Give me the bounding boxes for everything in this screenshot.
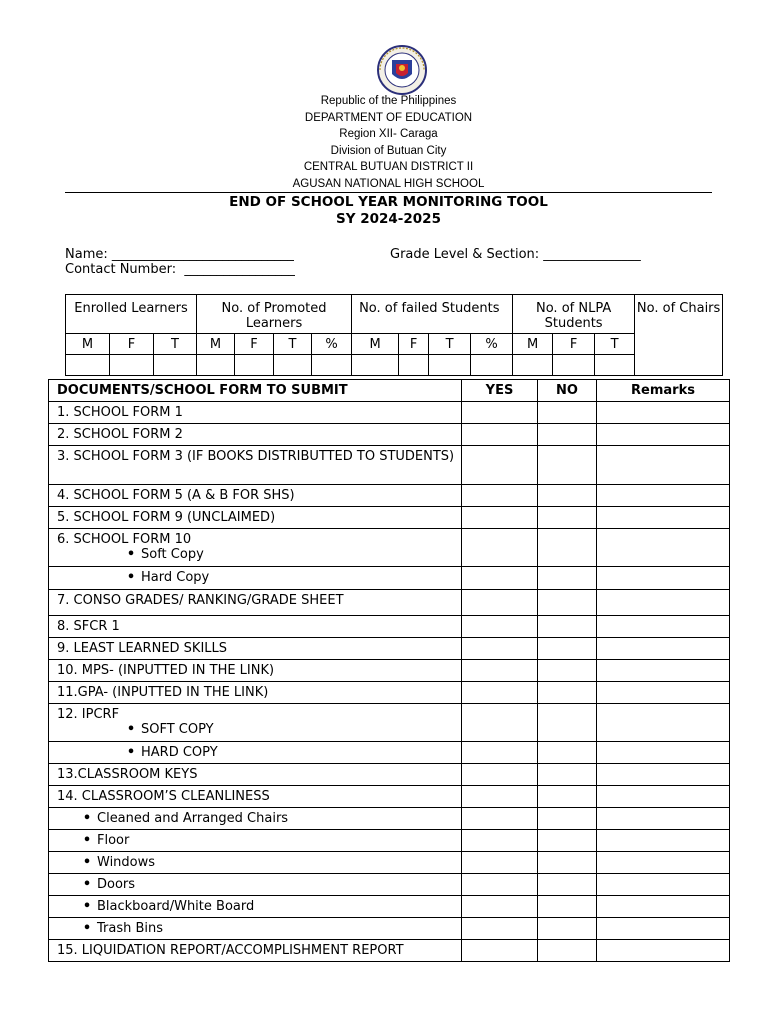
table-row xyxy=(49,764,730,786)
entry-cell[interactable] xyxy=(595,355,635,376)
remarks-cell[interactable] xyxy=(597,682,730,704)
yes-cell[interactable] xyxy=(462,638,538,660)
yes-cell[interactable] xyxy=(462,852,538,874)
document-title xyxy=(0,194,768,228)
no-cell[interactable] xyxy=(538,402,597,424)
no-cell[interactable] xyxy=(538,638,597,660)
no-cell[interactable] xyxy=(538,764,597,786)
entry-cell[interactable] xyxy=(197,355,235,376)
bullet-icon: • xyxy=(126,722,136,737)
table-row xyxy=(49,704,730,742)
col-remarks: Remarks xyxy=(597,380,730,402)
item-label xyxy=(49,704,462,742)
learner-summary-table xyxy=(65,294,723,376)
title-line-2: SY 2024-2025 xyxy=(336,211,441,227)
contact-number-field[interactable]: Contact Number: _________________ xyxy=(65,262,295,277)
remarks-cell[interactable] xyxy=(597,704,730,742)
item-label xyxy=(49,529,462,567)
failed-header: No. of failed Students xyxy=(352,295,513,334)
table-row xyxy=(49,567,730,590)
item-label xyxy=(49,808,462,830)
failed-t: T xyxy=(429,334,471,355)
yes-cell[interactable] xyxy=(462,764,538,786)
table-row xyxy=(49,682,730,704)
no-cell[interactable] xyxy=(538,660,597,682)
item-label: 4. SCHOOL FORM 5 (A & B FOR SHS) xyxy=(49,485,462,507)
yes-cell[interactable] xyxy=(462,940,538,962)
no-cell[interactable] xyxy=(538,808,597,830)
no-cell[interactable] xyxy=(538,940,597,962)
table-row xyxy=(49,940,730,962)
remarks-cell[interactable] xyxy=(597,742,730,764)
letterhead xyxy=(0,93,768,192)
no-cell[interactable] xyxy=(538,830,597,852)
sub-item-label: HARD COPY xyxy=(141,745,218,760)
yes-cell[interactable] xyxy=(462,424,538,446)
table-row xyxy=(49,660,730,682)
no-cell[interactable] xyxy=(538,529,597,567)
bullet-icon: • xyxy=(126,745,136,760)
enrolled-t: T xyxy=(154,334,197,355)
table-row xyxy=(49,507,730,529)
item12-title: 12. IPCRF xyxy=(57,707,120,722)
table-row xyxy=(49,638,730,660)
bullet-icon: • xyxy=(82,899,92,914)
sub-item-label: Cleaned and Arranged Chairs xyxy=(97,811,289,826)
name-field[interactable]: Name: ____________________________ xyxy=(65,247,294,262)
yes-cell[interactable] xyxy=(462,567,538,590)
no-cell[interactable] xyxy=(538,786,597,808)
nlpa-t: T xyxy=(595,334,635,355)
item-label: 14. CLASSROOM’S CLEANLINESS xyxy=(49,786,462,808)
item-label xyxy=(49,918,462,940)
remarks-cell[interactable] xyxy=(597,918,730,940)
entry-cell[interactable] xyxy=(110,355,154,376)
yes-cell[interactable] xyxy=(462,616,538,638)
remarks-cell[interactable] xyxy=(597,808,730,830)
bullet-icon: • xyxy=(126,570,136,585)
remarks-cell[interactable] xyxy=(597,852,730,874)
table-row xyxy=(49,402,730,424)
table-row xyxy=(49,918,730,940)
entry-cell[interactable] xyxy=(513,355,553,376)
no-cell[interactable] xyxy=(538,682,597,704)
no-cell[interactable] xyxy=(538,446,597,485)
department-line: DEPARTMENT OF EDUCATION xyxy=(304,111,473,124)
sub-item-label: Blackboard/White Board xyxy=(97,899,255,914)
item-label: 7. CONSO GRADES/ RANKING/GRADE SHEET xyxy=(49,590,462,616)
item6-title: 6. SCHOOL FORM 10 xyxy=(57,532,192,547)
yes-cell[interactable] xyxy=(462,874,538,896)
item-label: 5. SCHOOL FORM 9 (UNCLAIMED) xyxy=(49,507,462,529)
no-cell[interactable] xyxy=(538,485,597,507)
sub-item-label: Windows xyxy=(97,855,156,870)
sub-item-label: Hard Copy xyxy=(141,570,210,585)
yes-cell[interactable] xyxy=(462,704,538,742)
table-row xyxy=(49,485,730,507)
item-label xyxy=(49,852,462,874)
entry-cell[interactable] xyxy=(235,355,274,376)
entry-cell[interactable] xyxy=(154,355,197,376)
header-divider xyxy=(65,192,712,193)
entry-cell[interactable] xyxy=(312,355,352,376)
item-label: 13.CLASSROOM KEYS xyxy=(49,764,462,786)
remarks-cell[interactable] xyxy=(597,402,730,424)
enrolled-f: F xyxy=(110,334,154,355)
no-cell[interactable] xyxy=(538,567,597,590)
yes-cell[interactable] xyxy=(462,808,538,830)
item-label: 3. SCHOOL FORM 3 (IF BOOKS DISTRIBUTTED TO STUDENTS) xyxy=(49,446,462,485)
failed-m: M xyxy=(352,334,399,355)
table-row xyxy=(49,424,730,446)
sub-item-label: Soft Copy xyxy=(141,547,204,562)
remarks-cell[interactable] xyxy=(597,507,730,529)
promoted-pct: % xyxy=(312,334,352,355)
no-cell[interactable] xyxy=(538,704,597,742)
no-cell[interactable] xyxy=(538,590,597,616)
item-label: 2. SCHOOL FORM 2 xyxy=(49,424,462,446)
entry-cell[interactable] xyxy=(399,355,429,376)
table-row xyxy=(49,830,730,852)
bullet-icon: • xyxy=(126,547,136,562)
no-cell[interactable] xyxy=(538,424,597,446)
col-no: NO xyxy=(538,380,597,402)
entry-cell[interactable] xyxy=(471,355,513,376)
yes-cell[interactable] xyxy=(462,529,538,567)
remarks-cell[interactable] xyxy=(597,485,730,507)
remarks-cell[interactable] xyxy=(597,424,730,446)
grade-section-field[interactable]: Grade Level & Section: _______________ xyxy=(390,247,641,262)
table-row xyxy=(49,590,730,616)
item-label xyxy=(49,896,462,918)
yes-cell[interactable] xyxy=(462,660,538,682)
school-line: AGUSAN NATIONAL HIGH SCHOOL xyxy=(292,177,485,190)
yes-cell[interactable] xyxy=(462,485,538,507)
item-label: 9. LEAST LEARNED SKILLS xyxy=(49,638,462,660)
col-documents: DOCUMENTS/SCHOOL FORM TO SUBMIT xyxy=(49,380,462,402)
yes-cell[interactable] xyxy=(462,446,538,485)
table-row xyxy=(49,874,730,896)
item-label: 8. SFCR 1 xyxy=(49,616,462,638)
bullet-icon: • xyxy=(82,921,92,936)
no-cell[interactable] xyxy=(538,874,597,896)
nlpa-f: F xyxy=(553,334,595,355)
yes-cell[interactable] xyxy=(462,507,538,529)
enrolled-m: M xyxy=(66,334,110,355)
entry-cell[interactable] xyxy=(352,355,399,376)
failed-f: F xyxy=(399,334,429,355)
sub-item-label: Floor xyxy=(97,833,130,848)
yes-cell[interactable] xyxy=(462,590,538,616)
entry-cell[interactable] xyxy=(66,355,110,376)
item-label: 15. LIQUIDATION REPORT/ACCOMPLISHMENT REPORT xyxy=(49,940,462,962)
chairs-header: No. of Chairs xyxy=(635,295,723,376)
yes-cell[interactable] xyxy=(462,682,538,704)
col-yes: YES xyxy=(462,380,538,402)
title-line-1: END OF SCHOOL YEAR MONITORING TOOL xyxy=(229,194,548,210)
enrolled-header: Enrolled Learners xyxy=(66,295,197,334)
table-row xyxy=(49,529,730,567)
item-label: 11.GPA- (INPUTTED IN THE LINK) xyxy=(49,682,462,704)
item-label: 10. MPS- (INPUTTED IN THE LINK) xyxy=(49,660,462,682)
bullet-icon: • xyxy=(82,811,92,826)
yes-cell[interactable] xyxy=(462,896,538,918)
no-cell[interactable] xyxy=(538,616,597,638)
no-cell[interactable] xyxy=(538,896,597,918)
entry-cell[interactable] xyxy=(274,355,312,376)
no-cell[interactable] xyxy=(538,852,597,874)
remarks-cell[interactable] xyxy=(597,567,730,590)
yes-cell[interactable] xyxy=(462,918,538,940)
deped-seal-logo xyxy=(374,44,430,96)
table-row xyxy=(49,742,730,764)
remarks-cell[interactable] xyxy=(597,638,730,660)
bullet-icon: • xyxy=(82,877,92,892)
promoted-f: F xyxy=(235,334,274,355)
sub-item-label: Trash Bins xyxy=(97,921,164,936)
entry-cell[interactable] xyxy=(429,355,471,376)
no-cell[interactable] xyxy=(538,918,597,940)
table-row xyxy=(49,616,730,638)
checklist-header-row xyxy=(49,380,730,402)
item-label xyxy=(49,874,462,896)
summary-entry-row xyxy=(66,355,723,376)
no-cell[interactable] xyxy=(538,507,597,529)
bullet-icon: • xyxy=(82,855,92,870)
table-row xyxy=(49,808,730,830)
remarks-cell[interactable] xyxy=(597,660,730,682)
item-label xyxy=(49,830,462,852)
remarks-cell[interactable] xyxy=(597,786,730,808)
division-line: Division of Butuan City xyxy=(330,144,447,157)
yes-cell[interactable] xyxy=(462,402,538,424)
sub-item-label: SOFT COPY xyxy=(141,722,214,737)
remarks-cell[interactable] xyxy=(597,940,730,962)
remarks-cell[interactable] xyxy=(597,896,730,918)
remarks-cell[interactable] xyxy=(597,830,730,852)
failed-pct: % xyxy=(471,334,513,355)
promoted-t: T xyxy=(274,334,312,355)
table-row xyxy=(49,446,730,485)
remarks-cell[interactable] xyxy=(597,446,730,485)
no-cell[interactable] xyxy=(538,742,597,764)
remarks-cell[interactable] xyxy=(597,874,730,896)
promoted-header: No. of Promoted Learners xyxy=(197,295,352,334)
district-line: CENTRAL BUTUAN DISTRICT II xyxy=(303,161,474,173)
yes-cell[interactable] xyxy=(462,786,538,808)
entry-cell[interactable] xyxy=(553,355,595,376)
yes-cell[interactable] xyxy=(462,742,538,764)
region-line: Region XII- Caraga xyxy=(339,128,438,140)
table-row xyxy=(49,786,730,808)
item-label xyxy=(49,567,462,590)
republic-line: Republic of the Philippines xyxy=(320,95,457,107)
sub-item-label: Doors xyxy=(97,877,136,892)
nlpa-header: No. of NLPA Students xyxy=(513,295,635,334)
nlpa-m: M xyxy=(513,334,553,355)
yes-cell[interactable] xyxy=(462,830,538,852)
remarks-cell[interactable] xyxy=(597,616,730,638)
remarks-cell[interactable] xyxy=(597,764,730,786)
promoted-m: M xyxy=(197,334,235,355)
item-label: 1. SCHOOL FORM 1 xyxy=(49,402,462,424)
table-row xyxy=(49,852,730,874)
item-label xyxy=(49,742,462,764)
table-row xyxy=(49,896,730,918)
remarks-cell[interactable] xyxy=(597,529,730,567)
documents-checklist-table xyxy=(48,379,730,962)
remarks-cell[interactable] xyxy=(597,590,730,616)
bullet-icon: • xyxy=(82,833,92,848)
